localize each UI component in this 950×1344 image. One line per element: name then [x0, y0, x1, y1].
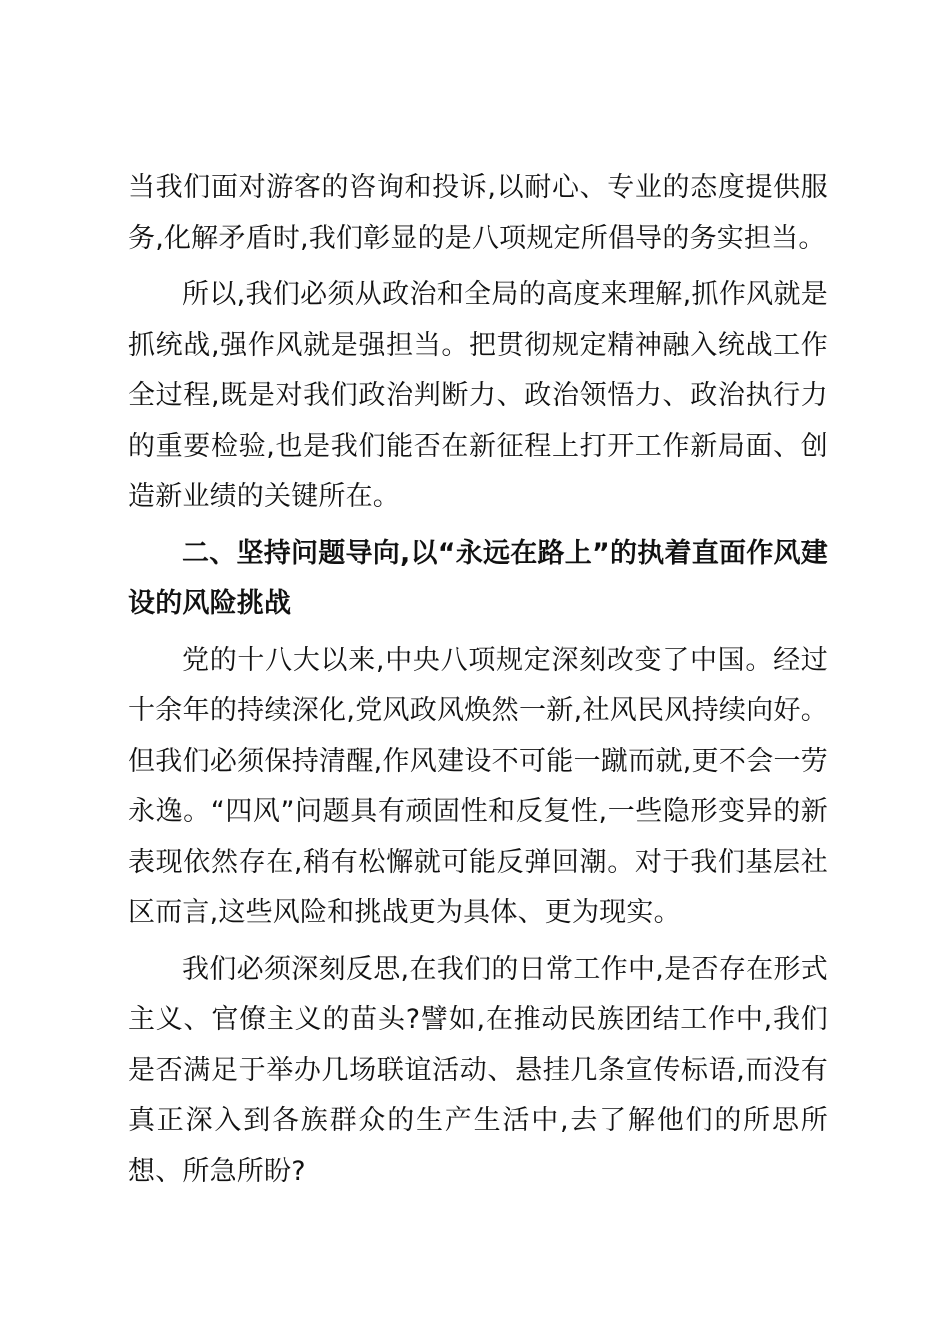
paragraph-reflection: 我们必须深刻反思,在我们的日常工作中,是否存在形式主义、官僚主义的苗头?譬如,在推动民族团结工作中,我们是否满足于举办几场联谊活动、悬挂几条宣传标语,而没有真正深入到各族群众的生产生活中,去了解他们的所思所想、所急所盼?: [128, 953, 828, 1187]
document-body: [128, 163, 828, 1197]
paragraph-eight-rules: 党的十八大以来,中央八项规定深刻改变了中国。经过十余年的持续深化,党风政风焕然一新,社风民风持续向好。但我们必须保持清醒,作风建设不可能一蹴而就,更不会一劳永逸。“四风”问题具有顽固性和反复性,一些隐形变异的新表现依然存在,稍有松懈就可能反弹回潮。对于我们基层社区而言,这些风险和挑战更为具体、更为现实。: [128, 644, 828, 928]
section-heading-2: 二、坚持问题导向,以“永远在路上”的执着直面作风建设的风险挑战: [128, 537, 828, 619]
paragraph-political-height: 所以,我们必须从政治和全局的高度来理解,抓作风就是抓统战,强作风就是强担当。把贯彻规定精神融入统战工作全过程,既是对我们政治判断力、政治领悟力、政治执行力的重要检验,也是我们能否在新征程上打开工作新局面、创造新业绩的关键所在。: [128, 279, 828, 512]
paragraph-service-attitude: 当我们面对游客的咨询和投诉,以耐心、专业的态度提供服务,化解矛盾时,我们彰显的是八项规定所倡导的务实担当。: [128, 172, 828, 254]
